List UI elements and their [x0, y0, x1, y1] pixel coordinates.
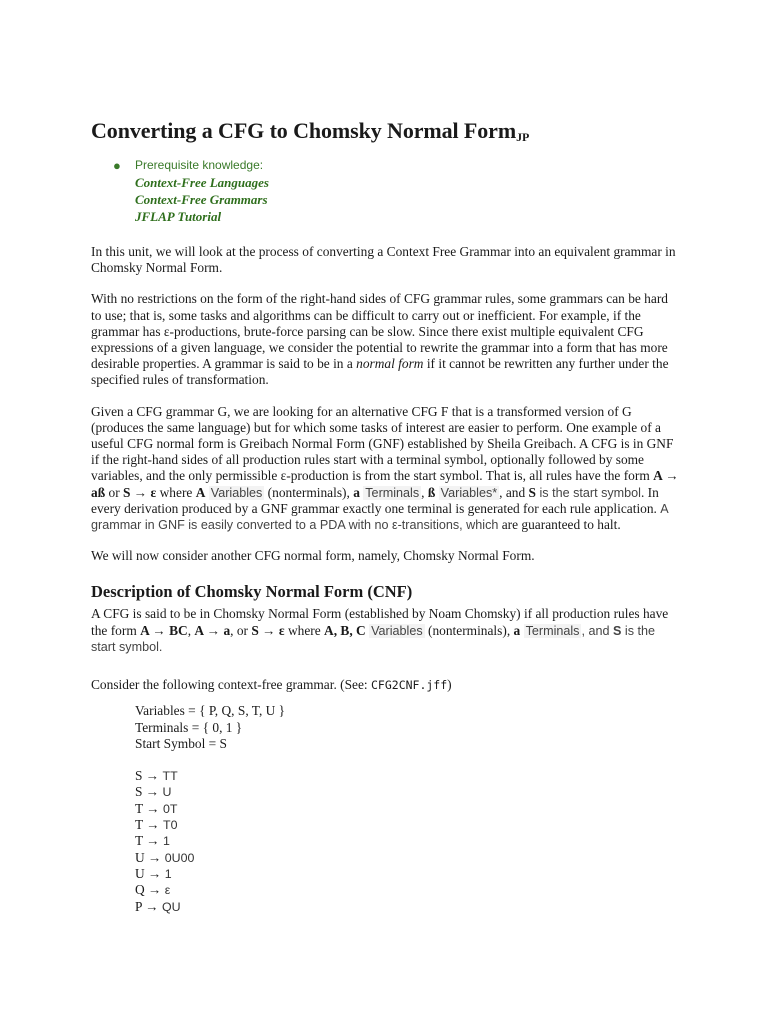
section-heading: Description of Chomsky Normal Form (CNF): [91, 582, 413, 602]
cnf-is-start: is the start symbol.: [91, 623, 656, 654]
rule-lhs: U: [135, 865, 145, 881]
rule-arrow: →: [142, 768, 163, 784]
gnf-where: where: [156, 484, 196, 500]
production-rule: [135, 850, 679, 866]
rule-lhs: T: [135, 817, 143, 833]
gnf-text-1: Given a CFG grammar G, we are looking for an alternative CFG F that is a transformed version of G (produces the same language) but for which some tasks of interest are easier to perform. One example of a useful CFG normal form is Greibach Normal Form (GNF) established by Sheila Greibach. A CFG is in GNF if the right-hand sides of all production rules start with a terminal symbol, optionally followed by some variables, and the only permissible ε-production is from the start symbol. That is, all rules have the form: [91, 403, 674, 484]
rule-arrow: →: [141, 898, 163, 914]
production-rule: [135, 817, 679, 833]
cnf-start-s: S: [613, 623, 622, 638]
gnf-var-a: A: [195, 484, 206, 500]
gnf-is-start: is the start symbol: [535, 485, 641, 500]
normal-form-term: normal form: [356, 356, 424, 372]
grammar-start-symbol: Start Symbol = S: [135, 735, 228, 751]
production-rule: [135, 882, 679, 898]
rule-rhs: U: [162, 785, 172, 800]
gnf-variables-star-term: Variables*: [440, 485, 498, 500]
title-suffix: JP: [516, 130, 530, 144]
rule-lhs: P: [135, 898, 142, 914]
gnf-rule-1: A → aß: [91, 468, 679, 500]
gnf-text-6: are guaranteed to halt.: [498, 517, 621, 533]
gnf-rule-2: S → ε: [123, 484, 157, 500]
production-rule: [135, 784, 679, 800]
cnf-rule-1: A → BC: [140, 622, 188, 638]
rule-arrow: →: [142, 833, 164, 849]
link-context-free-languages[interactable]: Context-Free Languages: [135, 175, 269, 190]
prerequisite-label: Prerequisite knowledge:: [135, 158, 264, 172]
rule-rhs: ε: [164, 883, 171, 898]
cnf-text-1: A CFG is said to be in Chomsky Normal Form (established by Noam Chomsky) if all production rules have the form: [91, 606, 669, 638]
now-paragraph: We will now consider another CFG normal form, namely, Chomsky Normal Form.: [91, 548, 535, 564]
production-rules: [135, 768, 679, 915]
cnf-and: , and: [581, 623, 613, 638]
grammar-terminals: Terminals = { 0, 1 }: [135, 719, 243, 735]
bullet-icon: ●: [113, 158, 121, 173]
gnf-comma: ,: [421, 484, 428, 500]
rule-arrow: →: [142, 817, 164, 833]
rule-lhs: S: [135, 784, 143, 800]
title-main: Converting a CFG to Chomsky Normal Form: [91, 118, 517, 143]
cnf-nonterminals: (nonterminals),: [424, 622, 514, 638]
consider-paragraph: [91, 677, 679, 693]
normal-form-text-2: if it cannot be rewritten any further under the specified rules of transformation.: [91, 356, 669, 388]
rule-rhs: TT: [162, 769, 178, 784]
rule-arrow: →: [144, 865, 165, 881]
cnf-comma-2: , or: [230, 622, 252, 638]
cnf-rule-3: S → ε: [251, 622, 285, 638]
rule-lhs: U: [135, 849, 145, 865]
gnf-beta: ß: [427, 484, 436, 500]
normal-form-paragraph: [91, 291, 679, 388]
gnf-text-5: A grammar in GNF is easily converted to a PDA with no ε-transitions, which: [91, 501, 668, 533]
consider-close: ): [447, 677, 452, 693]
rule-lhs: T: [135, 800, 143, 816]
gnf-terminal-a: a: [353, 484, 360, 500]
production-rule: [135, 899, 679, 915]
rule-lhs: T: [135, 833, 143, 849]
grammar-spacer: [135, 752, 679, 768]
gnf-nonterminals: (nonterminals),: [264, 484, 354, 500]
normal-form-text-1: With no restrictions on the form of the right-hand sides of CFG grammar rules, some grammars can be hard to use; that is, some tasks and algorithms can be difficult to carry out or inefficient. For example, if the grammar has ε-productions, brute-force parsing can be slow. Since there exist multiple equivalent CFG expressions of a given language, we consider the potential to rewrite the grammar into a form that has more desirable properties. A grammar is said to be in a: [91, 291, 668, 372]
rule-rhs: T0: [163, 818, 178, 833]
prerequisite-list: [91, 157, 679, 225]
rule-rhs: 0T: [163, 801, 178, 816]
cnf-vars: A, B, C: [324, 622, 366, 638]
gnf-variables-term: Variables: [210, 485, 263, 500]
cnf-terminal-a: a: [513, 622, 521, 638]
rule-arrow: →: [142, 784, 163, 800]
rule-rhs: 0U00: [164, 850, 195, 865]
gnf-and: , and: [499, 484, 529, 500]
cnf-rule-2: A → a: [194, 622, 231, 638]
document-page: [91, 118, 679, 915]
link-context-free-grammars[interactable]: Context-Free Grammars: [135, 192, 268, 207]
cnf-where: where: [284, 622, 325, 638]
cnf-terminals-term: Terminals: [525, 623, 580, 638]
rule-rhs: 1: [164, 866, 172, 881]
rule-lhs: S: [135, 768, 143, 784]
production-rule: [135, 833, 679, 849]
consider-text: Consider the following context-free grammar. (See:: [91, 677, 371, 693]
cnf-variables-term: Variables: [371, 623, 423, 638]
rule-arrow: →: [144, 882, 165, 898]
file-name-link[interactable]: CFG2CNF.jff: [371, 678, 448, 693]
link-jflap-tutorial[interactable]: JFLAP Tutorial: [135, 209, 222, 224]
cnf-comma-1: ,: [187, 622, 195, 638]
production-rule: [135, 801, 679, 817]
rule-arrow: →: [142, 800, 164, 816]
rule-rhs: QU: [162, 899, 181, 914]
production-rule: [135, 768, 679, 784]
intro-paragraph: In this unit, we will look at the process of converting a Context Free Grammar into an equivalent grammar in Chomsky Normal Form.: [91, 244, 676, 276]
page-title: [91, 118, 679, 147]
rule-arrow: →: [144, 849, 165, 865]
gnf-paragraph: [91, 404, 679, 534]
rule-rhs: 1: [163, 834, 170, 849]
production-rule: [135, 866, 679, 882]
gnf-text-4: . In every derivation produced by a GNF grammar exactly one terminal is generated for each rule application.: [91, 484, 661, 516]
grammar-variables: Variables = { P, Q, S, T, U }: [135, 703, 286, 719]
gnf-or: or: [105, 484, 124, 500]
grammar-block: [135, 703, 679, 915]
prerequisite-item: [91, 157, 679, 225]
gnf-start-s: S: [528, 484, 536, 500]
rule-lhs: Q: [135, 882, 145, 898]
cnf-paragraph: [91, 606, 679, 655]
gnf-terminals-term: Terminals: [365, 485, 420, 500]
